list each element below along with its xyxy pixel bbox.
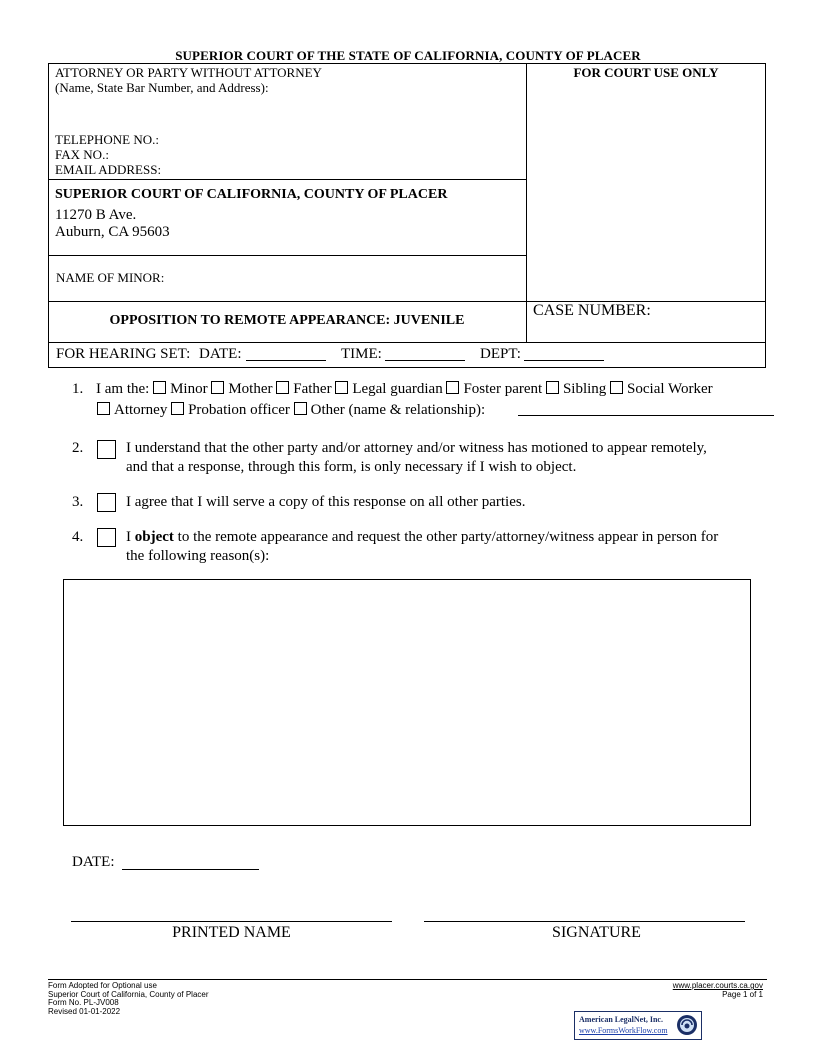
item4-object-word: object bbox=[134, 529, 174, 545]
item3-checkbox[interactable] bbox=[97, 493, 116, 512]
case-number-label: CASE NUMBER: bbox=[533, 302, 651, 319]
legal-guardian-checkbox[interactable] bbox=[335, 381, 348, 394]
item2-line2: and that a response, through this form, is only necessary if I wish to object. bbox=[126, 459, 577, 475]
item2-line1: I understand that the other party and/or attorney and/or witness has motioned to appear remotely, bbox=[126, 440, 707, 456]
item1-number: 1. bbox=[72, 381, 84, 397]
item2-checkbox[interactable] bbox=[97, 440, 116, 459]
minor-option-label: Minor bbox=[170, 381, 208, 397]
footer-adopted: Form Adopted for Optional use bbox=[48, 981, 157, 990]
father-checkbox[interactable] bbox=[276, 381, 289, 394]
sibling-option-label: Sibling bbox=[562, 381, 607, 397]
globe-icon bbox=[676, 1014, 698, 1036]
logo-company-name: American LegalNet, Inc. bbox=[579, 1015, 663, 1024]
attorney-heading: ATTORNEY OR PARTY WITHOUT ATTORNEY bbox=[55, 65, 322, 80]
minor-checkbox[interactable] bbox=[153, 381, 166, 394]
item3-text: I agree that I will serve a copy of this response on all other parties. bbox=[126, 494, 526, 510]
printed-name-line[interactable] bbox=[71, 921, 392, 922]
footer-right bbox=[560, 982, 763, 999]
email-label: EMAIL ADDRESS: bbox=[55, 162, 162, 177]
minor-name-label: NAME OF MINOR: bbox=[56, 270, 165, 285]
sibling-checkbox[interactable] bbox=[546, 381, 559, 394]
social-worker-option-label: Social Worker bbox=[627, 381, 713, 397]
hearing-dept-label: DEPT: bbox=[480, 346, 521, 362]
probation-officer-checkbox[interactable] bbox=[171, 402, 184, 415]
logo-url: www.FormsWorkFlow.com bbox=[579, 1026, 668, 1035]
probation-officer-option-label: Probation officer bbox=[188, 402, 290, 418]
court-use-only-label: FOR COURT USE ONLY bbox=[573, 65, 719, 80]
court-name: SUPERIOR COURT OF CALIFORNIA, COUNTY OF PLACER bbox=[55, 187, 448, 202]
hearing-time-input[interactable] bbox=[385, 348, 465, 361]
footer-left bbox=[48, 982, 209, 1016]
case-number-input[interactable] bbox=[533, 322, 761, 340]
other-option-label: Other (name & relationship): bbox=[310, 402, 486, 418]
footer-revised: Revised 01-01-2022 bbox=[48, 1006, 121, 1016]
attorney-option-label: Attorney bbox=[114, 402, 168, 418]
legal-guardian-option-label: Legal guardian bbox=[352, 381, 443, 397]
item2-number: 2. bbox=[72, 440, 84, 456]
footer-page: Page 1 of 1 bbox=[722, 989, 763, 999]
form-header-title: SUPERIOR COURT OF THE STATE OF CALIFORNIA, COUNTY OF PLACER bbox=[175, 48, 641, 63]
signature-label: SIGNATURE bbox=[552, 924, 641, 941]
printed-name-label: PRINTED NAME bbox=[172, 924, 291, 941]
item1-lead: I am the: bbox=[96, 381, 150, 397]
mother-checkbox[interactable] bbox=[211, 381, 224, 394]
date-label: DATE: bbox=[72, 854, 115, 870]
footer-court: Superior Court of California, County of Placer bbox=[48, 989, 209, 999]
signature-line[interactable] bbox=[424, 921, 745, 922]
hearing-date-input[interactable] bbox=[246, 348, 326, 361]
footer-form-no: Form No. PL-JV008 bbox=[48, 998, 119, 1007]
attorney-subheading: (Name, State Bar Number, and Address): bbox=[55, 80, 269, 95]
reasons-textarea[interactable] bbox=[63, 579, 751, 826]
foster-parent-checkbox[interactable] bbox=[446, 381, 459, 394]
other-checkbox[interactable] bbox=[294, 402, 307, 415]
hearing-dept-input[interactable] bbox=[524, 348, 604, 361]
father-option-label: Father bbox=[293, 381, 332, 397]
item4-checkbox[interactable] bbox=[97, 528, 116, 547]
item3-number: 3. bbox=[72, 494, 84, 510]
footer-divider bbox=[48, 979, 767, 980]
court-address-line1: 11270 B Ave. bbox=[55, 207, 137, 223]
mother-option-label: Mother bbox=[228, 381, 273, 397]
item4-line1-rest: to the remote appearance and request the other party/attorney/witness appear in person for bbox=[177, 529, 719, 545]
document-title: OPPOSITION TO REMOTE APPEARANCE: JUVENILE bbox=[109, 313, 465, 328]
court-address-line2: Auburn, CA 95603 bbox=[55, 224, 170, 240]
foster-parent-option-label: Foster parent bbox=[463, 381, 543, 397]
minor-name-input[interactable] bbox=[170, 262, 520, 288]
item4-prefix: I bbox=[126, 529, 131, 545]
item4-line2: the following reason(s): bbox=[126, 548, 270, 564]
footer-website[interactable]: www.placer.courts.ca.gov bbox=[672, 981, 763, 990]
other-relationship-input[interactable] bbox=[518, 403, 774, 416]
hearing-time-label: TIME: bbox=[341, 346, 382, 362]
telephone-label: TELEPHONE NO.: bbox=[55, 132, 159, 147]
item1-line1 bbox=[96, 380, 713, 399]
fax-label: FAX NO.: bbox=[55, 147, 109, 162]
social-worker-checkbox[interactable] bbox=[610, 381, 623, 394]
american-legalnet-logo[interactable] bbox=[574, 1011, 702, 1040]
hearing-label: FOR HEARING SET: bbox=[56, 346, 191, 362]
item4-line1 bbox=[126, 528, 718, 547]
hearing-date-label: DATE: bbox=[199, 346, 242, 362]
item4-number: 4. bbox=[72, 529, 84, 545]
item1-line2 bbox=[97, 401, 485, 420]
date-input[interactable] bbox=[122, 857, 259, 870]
attorney-name-input[interactable] bbox=[56, 96, 522, 130]
attorney-checkbox[interactable] bbox=[97, 402, 110, 415]
